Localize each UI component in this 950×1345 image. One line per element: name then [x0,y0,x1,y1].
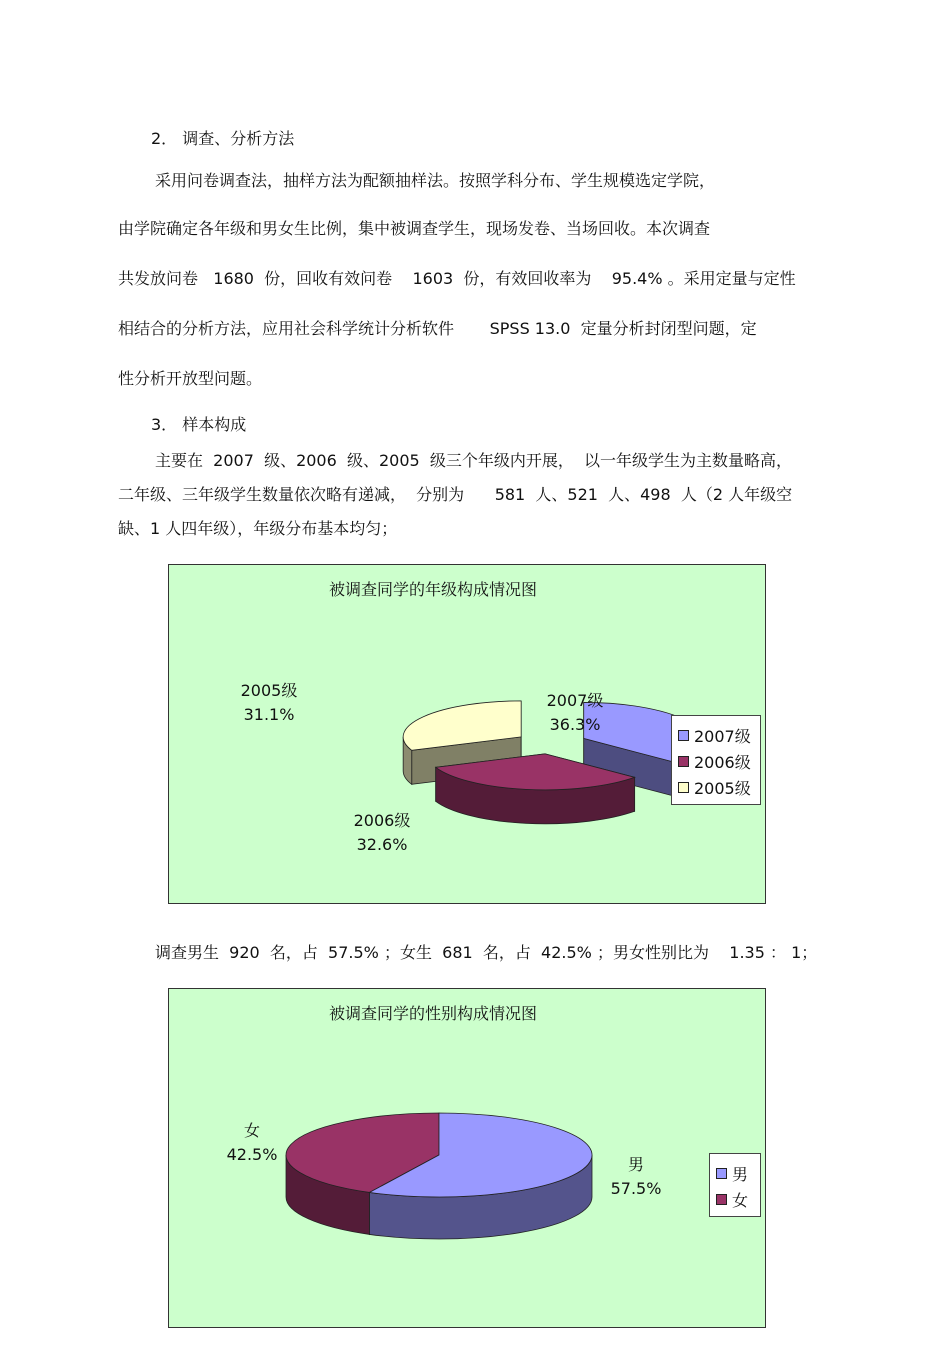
legend-swatch [716,1194,727,1205]
chart-title: 被调查同学的年级构成情况图 [329,580,538,599]
legend-swatch [678,782,689,793]
section-heading-sample: 3． 样本构成 [151,415,247,434]
legend-item: 2007级 [678,722,754,748]
chart-legend [709,1153,761,1217]
section-heading-methods: 2． 调查、分析方法 [151,129,295,148]
chart-legend [671,715,761,805]
gender-summary: 调查男生 920 名，占 57.5% ；女生 681 名，占 42.5% ；男女性别比为 1.35 ： 1； [155,943,818,962]
paragraph-line: 相结合的分析方法，应用社会科学统计分析软件 SPSS 13.0 定量分析封闭型问题，定 [118,319,757,338]
legend-swatch [678,756,689,767]
legend-swatch [678,730,689,741]
legend-swatch [716,1168,727,1179]
legend-item: 2006级 [678,748,754,774]
legend-item: 女 [716,1186,754,1212]
paragraph-line: 主要在 2007 级、2006 级、2005 级三个年级内开展， 以一年级学生为主数量略高， [155,451,793,470]
paragraph-line: 采用问卷调查法，抽样方法为配额抽样法。按照学科分布、学生规模选定学院， [155,171,716,190]
slice-label-female: 女 42.5% [226,1121,278,1164]
slice-label-2006: 2006级 32.6% [353,811,411,854]
paragraph-line: 性分析开放型问题。 [118,369,263,388]
slice-label-2007: 2007级 36.3% [546,691,604,734]
paragraph-line: 由学院确定各年级和男女生比例，集中被调查学生，现场发卷、当场回收。本次调查 [118,219,711,238]
legend-item: 2005级 [678,774,754,800]
gender-pie-chart [168,988,766,1328]
grade-pie-chart [168,564,766,904]
paragraph-line: 缺、1 人四年级），年级分布基本均匀； [118,519,398,538]
slice-label-2005: 2005级 31.1% [240,681,298,724]
slice-label-male: 男 57.5% [610,1155,662,1198]
paragraph-line: 二年级、三年级学生数量依次略有递减， 分别为 581 人、521 人、498 人（2 人年级空 [118,485,793,504]
legend-item: 男 [716,1160,754,1186]
chart-title: 被调查同学的性别构成情况图 [329,1004,538,1023]
paragraph-line: 共发放问卷 1680 份，回收有效问卷 1603 份，有效回收率为 95.4% 。采用定量与定性 [118,269,796,288]
